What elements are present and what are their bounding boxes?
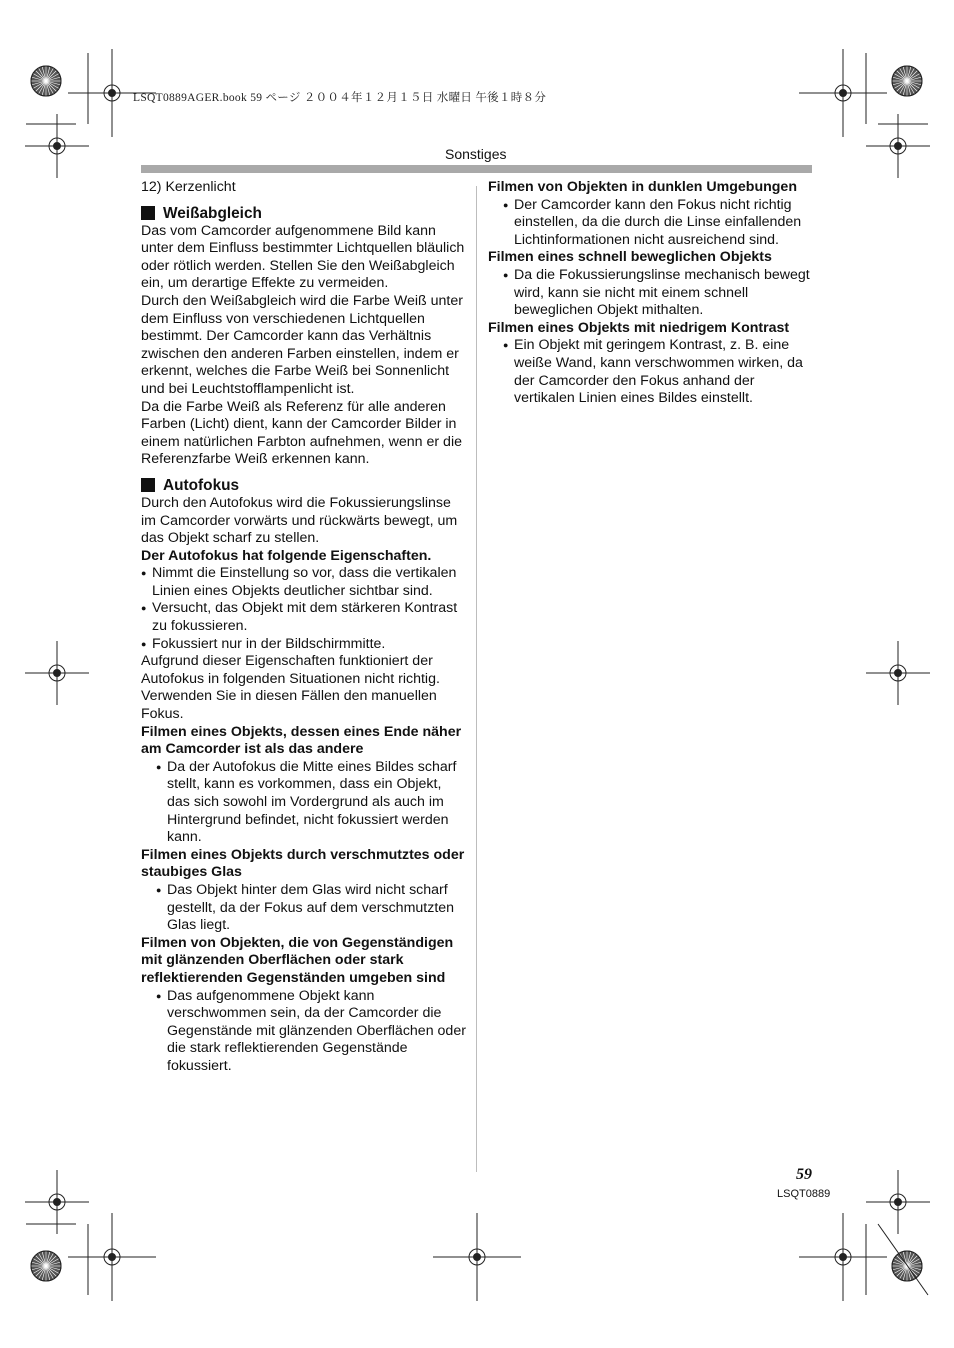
section-title: Sonstiges (445, 146, 507, 162)
header-rule (141, 165, 812, 173)
item-caption: 12) Kerzenlicht (141, 179, 236, 195)
left-column (141, 179, 466, 1076)
right-column (488, 179, 814, 408)
list-item: ● Der Camcorder kann den Fokus nicht richtig einstellen, da die durch die Linse einfallenden Lichtinformationen nicht ausreichend sind. (488, 197, 814, 250)
white-balance-heading (141, 204, 466, 223)
heading-text: Weißabgleich (163, 204, 262, 222)
list-item: ● Fokussiert nur in der Bildschirmmitte. (141, 636, 466, 654)
paragraph: Aufgrund dieser Eigenschaften funktioniert der Autofokus in folgenden Situationen nicht richtig. Verwenden Sie in diesen Fällen den manuellen Fokus. (141, 653, 440, 723)
list-item: ● Das aufgenommene Objekt kann verschwommen sein, da der Camcorder die Gegenstände mit glänzenden Oberflächen oder die stark reflektierenden Gegenstände fokussiert. (141, 988, 466, 1076)
list-item: ● Versucht, das Objekt mit dem stärkeren Kontrast zu fokussieren. (141, 600, 466, 635)
subheading: Filmen eines Objekts durch verschmutztes oder staubiges Glas (141, 846, 465, 881)
square-bullet-icon (141, 206, 155, 220)
list-item: ● Nimmt die Einstellung so vor, dass die vertikalen Linien eines Objekts deutlicher sichtbar sind. (141, 565, 466, 600)
heading-text: Autofokus (163, 476, 240, 494)
subheading: Filmen von Objekten in dunklen Umgebungen (488, 179, 797, 195)
subheading: Der Autofokus hat folgende Eigenschaften. (141, 547, 432, 564)
column-divider (476, 186, 477, 1172)
list-item: ● Da der Autofokus die Mitte eines Bildes scharf stellt, kann es vorkommen, dass ein Objekt, das sich sowohl im Vordergrund als auch im Hintergrund befindet, nicht fokussiert werden kann. (141, 759, 466, 847)
print-info-line: LSQT0889AGER.book 59 ページ ２００４年１２月１５日 水曜日 午後１時８分 (133, 92, 547, 104)
autofocus-heading (141, 476, 466, 495)
document-code: LSQT0889 (777, 1188, 831, 1200)
subheading: Filmen von Objekten, die von Gegenständigen mit glänzenden Oberflächen oder stark reflektierenden Gegenständen umgeben sind (141, 934, 454, 986)
list-item: ● Da die Fokussierungslinse mechanisch bewegt wird, kann sie nicht mit einem schnell beweglichen Objekt mithalten. (488, 267, 814, 320)
paragraph: Durch den Weißabgleich wird die Farbe Weiß unter dem Einfluss von verschiedenen Lichtquellen bestimmt. Der Camcorder kann das Verhältnis zwischen den anderen Farben einstellen, indem er erkennt, welches die Farbe Weiß bei Sonnenlicht und bei Leuchtstofflampenlicht ist. (141, 292, 463, 397)
paragraph: Durch den Autofokus wird die Fokussierungslinse im Camcorder vorwärts und rückwärts bewegt, um das Objekt scharf zu stellen. (141, 494, 458, 547)
paragraph: Da die Farbe Weiß als Referenz für alle anderen Farben (Licht) dient, kann der Camcorder Bilder in einem natürlichen Farbton aufnehmen, wenn er die Referenzfarbe Weiß erkennen kann. (141, 398, 462, 468)
paragraph: Das vom Camcorder aufgenommene Bild kann unter dem Einfluss bestimmter Lichtquellen bläulich oder rötlich werden. Stellen Sie den Weißabgleich ein, um derartige Effekte zu vermeiden. (141, 222, 465, 292)
subheading: Filmen eines Objekts, dessen eines Ende näher am Camcorder ist als das andere (141, 723, 462, 758)
list-item: ● Das Objekt hinter dem Glas wird nicht scharf gestellt, da der Fokus auf dem verschmutzten Glas liegt. (141, 882, 466, 935)
subheading: Filmen eines Objekts mit niedrigem Kontrast (488, 319, 790, 336)
page-number: 59 (796, 1166, 812, 1183)
subheading: Filmen eines schnell beweglichen Objekts (488, 249, 772, 266)
list-item: ● Ein Objekt mit geringem Kontrast, z. B. eine weiße Wand, kann verschwommen wirken, da der Camcorder den Fokus anhand der vertikalen Linien eines Bildes einstellt. (488, 337, 814, 407)
square-bullet-icon (141, 478, 155, 492)
